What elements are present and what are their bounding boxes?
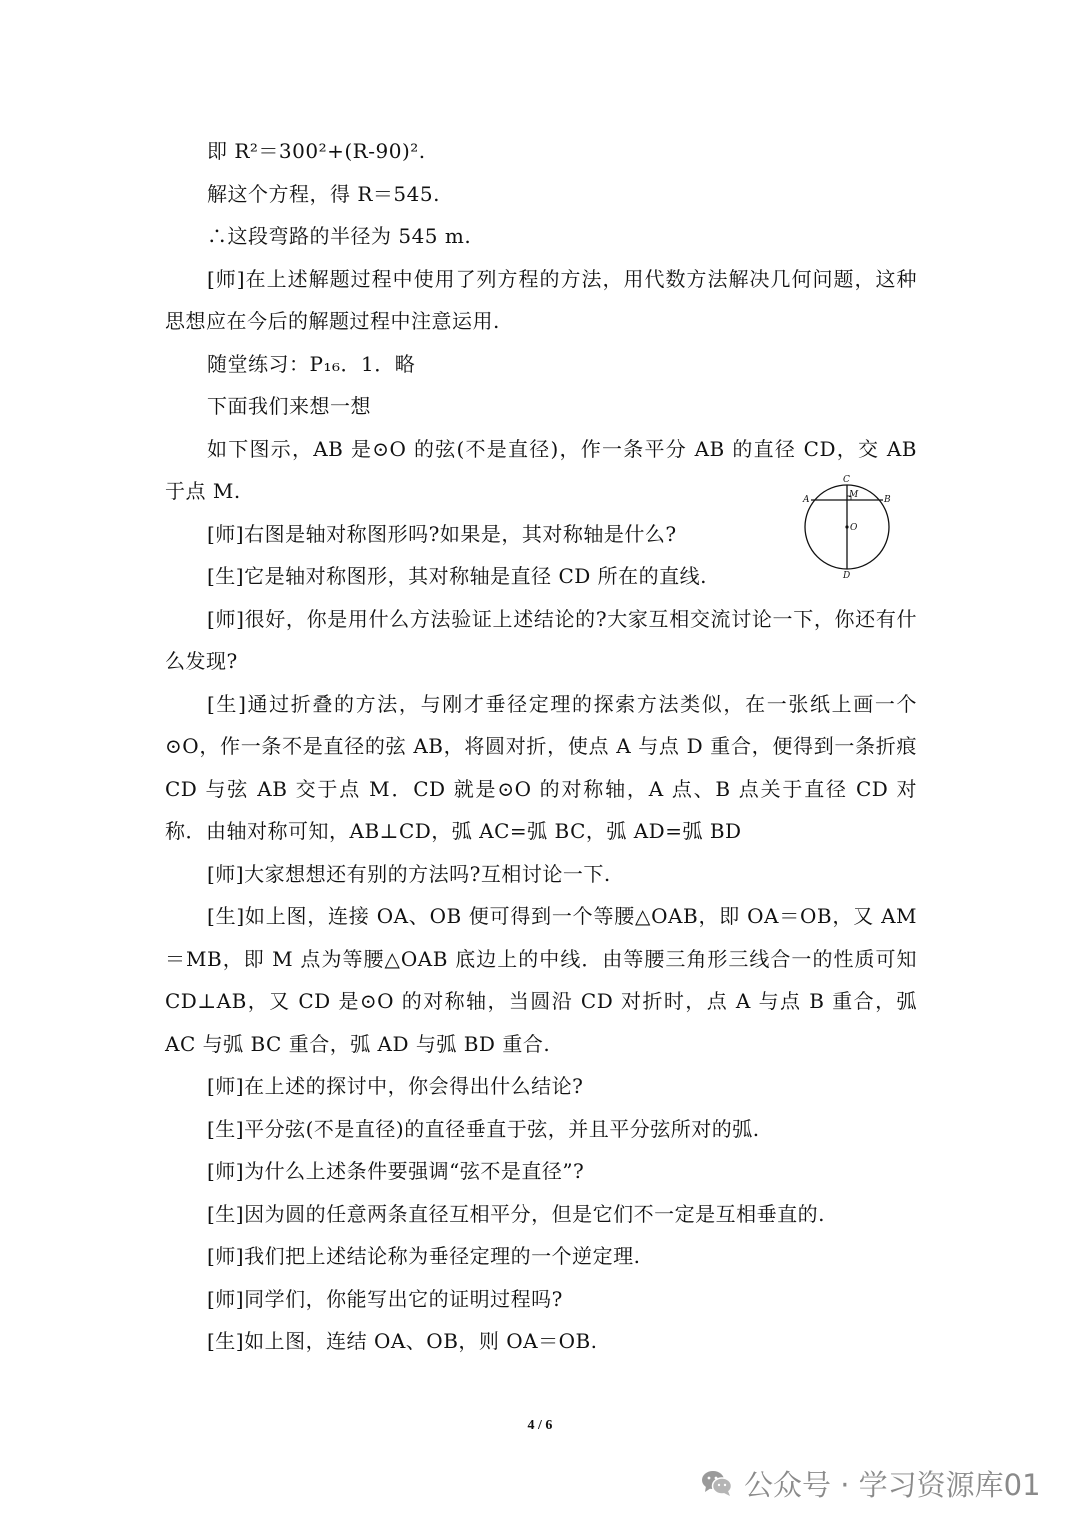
label-o: O bbox=[850, 523, 858, 533]
document-body bbox=[165, 130, 917, 1363]
paragraph: [师]在上述解题过程中使用了列方程的方法，用代数方法解决几何问题，这种思想应在今后的解题过程中注意运用. bbox=[165, 266, 917, 333]
paragraph: [生]它是轴对称图形，其对称轴是直径 CD 所在的直线. bbox=[207, 564, 708, 588]
label-c: C bbox=[843, 475, 850, 485]
paragraph: [师]很好，你是用什么方法验证上述结论的?大家互相交流讨论一下，你还有什么发现? bbox=[165, 606, 917, 673]
paragraph: [生]如上图，连结 OA、OB，则 OA＝OB. bbox=[207, 1329, 598, 1353]
wechat-icon bbox=[700, 1466, 734, 1500]
paragraph: ∴这段弯路的半径为 545 m. bbox=[207, 224, 472, 248]
circle-diagram bbox=[798, 472, 898, 582]
label-a: A bbox=[803, 495, 810, 505]
paragraph: 解这个方程，得 R＝545. bbox=[207, 181, 440, 206]
paragraph: [生]因为圆的任意两条直径互相平分，但是它们不一定是互相垂直的. bbox=[207, 1201, 825, 1226]
label-b: B bbox=[884, 495, 891, 505]
watermark bbox=[700, 1458, 1041, 1508]
paragraph: [师]在上述的探讨中，你会得出什么结论? bbox=[207, 1074, 584, 1098]
paragraph: [生]通过折叠的方法，与刚才垂径定理的探索方法类似，在一张纸上画一个⊙O，作一条不是直径的弦 AB，将圆对折，使点 A 与点 D 重合，便得到一条折痕 CD 与弦 AB 交于点 M．CD 就是⊙O 的对称轴，A 点、B 点关于直径 CD 对称．由轴对称可知，AB⊥CD，弧 AC=弧 BC，弧 AD=弧 BD bbox=[165, 691, 917, 843]
center-point bbox=[845, 525, 848, 528]
paragraph: [师]右图是轴对称图形吗?如果是，其对称轴是什么? bbox=[207, 521, 677, 546]
label-m: M bbox=[849, 490, 859, 500]
paragraph: 随堂练习：P₁₆．1．略 bbox=[207, 351, 416, 376]
watermark-text: 公众号 · 学习资源库01 bbox=[744, 1467, 1041, 1502]
paragraph: 即 R²＝300²+(R-90)². bbox=[207, 139, 426, 163]
paragraph: [师]我们把上述结论称为垂径定理的一个逆定理. bbox=[207, 1244, 641, 1268]
page-number: 4 / 6 bbox=[527, 1418, 553, 1433]
paragraph: 下面我们来想一想 bbox=[207, 394, 371, 418]
paragraph: [师]为什么上述条件要强调“弦不是直径”? bbox=[207, 1159, 585, 1183]
paragraph: [师]大家想想还有别的方法吗?互相讨论一下. bbox=[207, 861, 611, 886]
paragraph: [生]平分弦(不是直径)的直径垂直于弦，并且平分弦所对的弧. bbox=[207, 1116, 760, 1141]
label-d: D bbox=[843, 571, 851, 581]
paragraph: 如下图示，AB 是⊙O 的弦(不是直径)，作一条平分 AB 的直径 CD，交 AB 于点 M. bbox=[165, 436, 917, 503]
paragraph: [师]同学们，你能写出它的证明过程吗? bbox=[207, 1286, 563, 1311]
paragraph: [生]如上图，连接 OA、OB 便可得到一个等腰△OAB，即 OA＝OB，又 AM＝MB，即 M 点为等腰△OAB 底边上的中线．由等腰三角形三线合一的性质可知 CD⊥AB，又 CD 是⊙O 的对称轴，当圆沿 CD 对折时，点 A 与点 B 重合，弧 AC 与弧 BC 重合，弧 AD 与弧 BD 重合. bbox=[165, 904, 917, 1056]
